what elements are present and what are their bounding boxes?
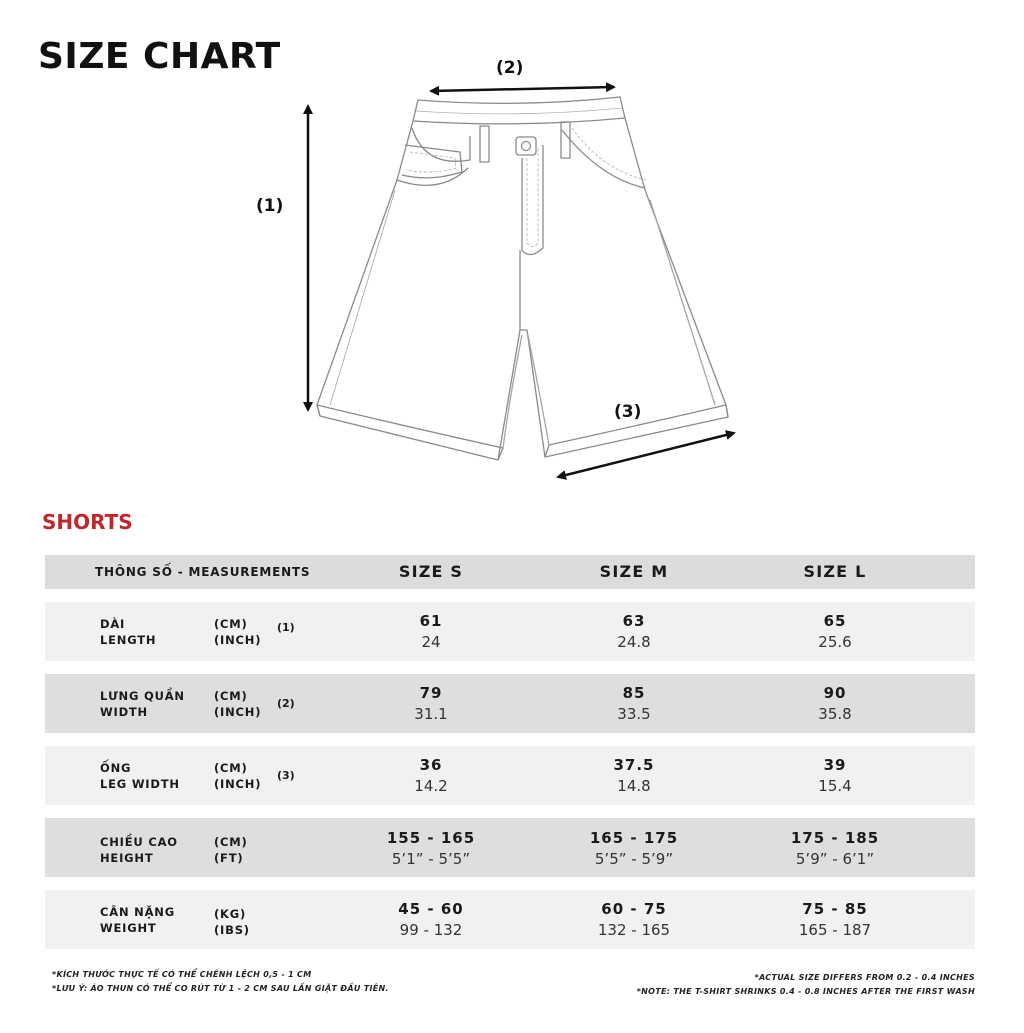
cell-sub-value: 15.4: [818, 777, 852, 795]
cell-size-m: [534, 683, 734, 725]
cell-sub-value: 5’1” - 5’5”: [391, 850, 471, 868]
row-unit-secondary: (INCH): [214, 633, 262, 647]
cell-main-value: 155 - 165: [386, 829, 476, 847]
cell-main-value: 61: [419, 612, 443, 630]
header-size-l: SIZE L: [803, 562, 867, 581]
cell-size-s: [331, 683, 531, 725]
row-unit-secondary: (INCH): [214, 777, 262, 791]
row-label-en: LENGTH: [100, 633, 157, 647]
cell-main-value: 75 - 85: [802, 900, 868, 918]
row-label-vi: ỐNG: [100, 761, 132, 775]
footnote-vi-1: *KÍCH THƯỚC THỰC TẾ CÓ THỂ CHÊNH LỆCH 0,5 - 1 CM: [52, 970, 312, 979]
cell-main-value: 79: [419, 684, 443, 702]
table-row-length: [45, 602, 975, 661]
cell-main-value: 175 - 185: [790, 829, 880, 847]
measurement-label-2: (2): [496, 58, 524, 78]
cell-sub-value: 5’9” - 6’1”: [795, 850, 875, 868]
row-label-en: LEG WIDTH: [100, 777, 180, 791]
cell-sub-value: 14.2: [414, 777, 448, 795]
row-label-vi: CHIỀU CAO: [100, 835, 178, 849]
measurement-label-1: (1): [256, 196, 284, 216]
cell-size-s: [331, 611, 531, 653]
row-unit-primary: (CM): [214, 689, 248, 703]
cell-size-s: [331, 755, 531, 797]
cell-sub-value: 24.8: [617, 633, 651, 651]
header-size-m: SIZE M: [599, 562, 669, 581]
row-label-en: WIDTH: [100, 705, 148, 719]
cell-main-value: 39: [823, 756, 847, 774]
cell-main-value: 90: [823, 684, 847, 702]
row-unit-primary: (CM): [214, 761, 248, 775]
row-label-vi: CÂN NẶNG: [100, 905, 175, 919]
cell-size-l: [735, 611, 935, 653]
table-row-weight: [45, 890, 975, 949]
cell-sub-value: 165 - 187: [798, 921, 872, 939]
row-measure-number: (3): [277, 769, 295, 782]
cell-size-l: [735, 899, 935, 941]
footnote-en-2: *NOTE: THE T-SHIRT SHRINKS 0.4 - 0.8 INCHES AFTER THE FIRST WASH: [636, 987, 975, 996]
footnote-en-1: *ACTUAL SIZE DIFFERS FROM 0.2 - 0.4 INCHES: [754, 973, 975, 982]
row-unit-secondary: (IBS): [214, 923, 250, 937]
header-size-s: SIZE S: [398, 562, 464, 581]
cell-size-l: [735, 683, 935, 725]
cell-size-s: [331, 828, 531, 870]
table-row-leg-width: [45, 746, 975, 805]
cell-size-l: [735, 755, 935, 797]
row-unit-primary: (CM): [214, 835, 248, 849]
row-measure-number: (2): [277, 697, 295, 710]
cell-main-value: 37.5: [613, 756, 655, 774]
cell-size-m: [534, 899, 734, 941]
row-label-en: WEIGHT: [100, 921, 157, 935]
row-label-vi: LƯNG QUẦN: [100, 689, 185, 703]
cell-sub-value: 25.6: [818, 633, 852, 651]
row-label-en: HEIGHT: [100, 851, 154, 865]
cell-size-m: [534, 828, 734, 870]
row-unit-secondary: (INCH): [214, 705, 262, 719]
cell-main-value: 85: [622, 684, 646, 702]
row-unit-primary: (KG): [214, 907, 247, 921]
cell-sub-value: 35.8: [818, 705, 852, 723]
footnote-vi-2: *LƯU Ý: ÁO THUN CÓ THỂ CO RÚT TỪ 1 - 2 CM SAU LẦN GIẶT ĐẦU TIÊN.: [52, 984, 389, 993]
row-unit-secondary: (FT): [214, 851, 244, 865]
cell-size-l: [735, 828, 935, 870]
cell-main-value: 60 - 75: [601, 900, 667, 918]
cell-sub-value: 33.5: [617, 705, 651, 723]
table-row-height: [45, 818, 975, 877]
page-title: SIZE CHART: [38, 36, 281, 77]
cell-sub-value: 31.1: [414, 705, 448, 723]
cell-main-value: 63: [622, 612, 646, 630]
cell-size-m: [534, 755, 734, 797]
cell-sub-value: 14.8: [617, 777, 651, 795]
table-row-width: [45, 674, 975, 733]
row-label-vi: DÀI: [100, 617, 126, 631]
measurement-label-3: (3): [614, 402, 642, 422]
cell-sub-value: 99 - 132: [399, 921, 463, 939]
cell-size-m: [534, 611, 734, 653]
row-unit-primary: (CM): [214, 617, 248, 631]
cell-main-value: 165 - 175: [589, 829, 679, 847]
header-measurements-label: THÔNG SỐ - MEASUREMENTS: [95, 565, 311, 579]
cell-sub-value: 5’5” - 5’9”: [594, 850, 674, 868]
row-measure-number: (1): [277, 621, 295, 634]
cell-sub-value: 24: [421, 633, 441, 651]
table-header: [45, 555, 975, 589]
cell-main-value: 36: [419, 756, 443, 774]
section-title: SHORTS: [42, 510, 133, 534]
cell-sub-value: 132 - 165: [597, 921, 671, 939]
cell-main-value: 65: [823, 612, 847, 630]
cell-main-value: 45 - 60: [398, 900, 464, 918]
cell-size-s: [331, 899, 531, 941]
